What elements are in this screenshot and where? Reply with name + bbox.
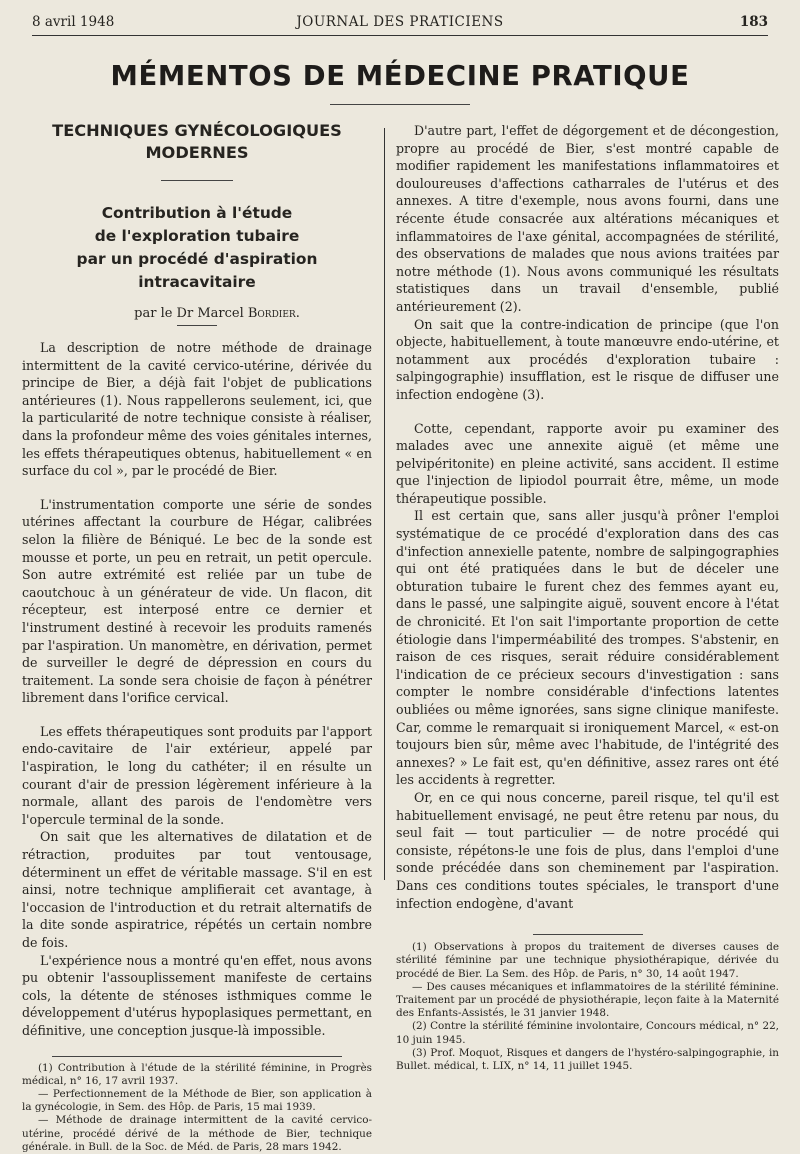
footnote-rule (533, 934, 643, 935)
paragraph: L'expérience nous a montré qu'en effet, nous avons pu obtenir l'assouplissement manifeste de certains cols, la détente de sténoses isthmiques comme le développement d'utérus hypoplasiques permettant, en définitive, une conception jusque-là impossible. (22, 952, 372, 1038)
main-title: MÉMENTOS DE MÉDECINE PRATIQUE (110, 60, 690, 92)
paragraph: La description de notre méthode de drainage intermittent de la cavité cervico-utérine, dérivée du principe de Bier, a déjà fait l'objet de publications antérieures (1). Nous rappellerons seulement, ici, que la particularité de notre technique consiste à réaliser, dans la profondeur même des voies génitales internes, les effets thérapeutiques obtenus, habituellement « en surface du col », par le procédé de Bier. (22, 340, 372, 479)
paragraph: Les effets thérapeutiques sont produits par l'apport endo-cavitaire de l'air extérieur, appelé par l'aspiration, le long du cathéter; il en résulte un courant d'air de pression légèrement inférieure à la normale, allant des parois de l'endomètre vers l'opercule terminal de la sonde. (22, 723, 372, 827)
left-column (22, 120, 372, 1154)
right-footnotes (396, 941, 779, 1073)
right-column (396, 122, 779, 1073)
byline-rule (177, 325, 217, 326)
section-title (22, 120, 372, 164)
right-body (396, 122, 779, 912)
byline (62, 306, 372, 321)
article-title-line: de l'exploration tubaire (94, 227, 300, 245)
footnote: (1) Observations à propos du traitement de diverses causes de stérilité féminine par une technique physiothérapique, dérivée du procédé de Bier. La Sem. des Hôp. de Paris, n° 30, 14 août 1947. (396, 941, 779, 980)
title-rule (330, 104, 470, 105)
paragraph: On sait que les alternatives de dilatation et de rétraction, produites par tout ventousage, déterminent un effet de véritable massage. S'il en est ainsi, notre technique amplifierait cet avantage, à l'occasion de l'introduction et du retrait alternatifs de la dite sonde aspiratrice, répétés un certain nombre de fois. (22, 829, 372, 950)
running-head (32, 14, 768, 34)
footnote: — Perfectionnement de la Méthode de Bier, son application à la gynécologie, in Sem. des Hôp. de Paris, 15 mai 1939. (22, 1087, 372, 1114)
column-divider (384, 128, 385, 880)
paragraph: Cotte, cependant, rapporte avoir pu examiner des malades avec une annexite aiguë (et même une pelvipéritonite) en pleine activité, sans accident. Il estime que l'injection de lipiodol pourrait être, même, un mode thérapeutique possible. (396, 420, 779, 506)
footnote: (2) Contre la stérilité féminine involontaire, Concours médical, n° 22, 10 juin 1945. (396, 1020, 779, 1046)
header-journal-name: JOURNAL DES PRATICIENS (296, 14, 504, 30)
left-footnotes (22, 1062, 372, 1154)
paragraph: On sait que la contre-indication de principe (que l'on objecte, habituellement, à toute manœuvre endo-utérine, et notamment aux procédés d'exploration tubaire : salpingographie) insufflation, est le risque de diffuser une infection endogène (3). (396, 316, 779, 402)
footnote-rule (52, 1056, 342, 1057)
article-title-line: par un procédé d'aspiration intracavitaire (76, 250, 318, 291)
footnote: (3) Prof. Moquot, Risques et dangers de l'hystéro-salpingographie, in Bullet. médical, t. LIX, n° 14, 11 juillet 1945. (396, 1046, 779, 1072)
header-rule (32, 35, 768, 36)
section-rule (161, 180, 233, 181)
section-title-line: TECHNIQUES GYNÉCOLOGIQUES (52, 121, 342, 140)
section-title-line: MODERNES (145, 143, 249, 162)
author-name: Bordier. (247, 306, 300, 321)
paragraph: L'instrumentation comporte une série de sondes utérines affectant la courbure de Hégar, calibrées selon la filière de Béniqué. Le bec de la sonde est mousse et porte, un peu en retrait, un petit opercule. Son autre extrémité est reliée par un tube de caoutchouc à un générateur de vide. Un flacon, dit récepteur, est interposé entre ce dernier et l'instrument destiné à recevoir les produits ramenés par l'aspiration. Un manomètre, en dérivation, permet de surveiller le degré de dépression en cours du traitement. La sonde sera choisie de façon à pénétrer librement dans l'orifice cervical. (22, 496, 372, 706)
footnote: (1) Contribution à l'étude de la stérilité féminine, in Progrès médical, n° 16, 17 avril 1937. (22, 1061, 372, 1087)
footnote: — Méthode de drainage intermittent de la cavité cervico-utérine, procédé dérivé de la méthode de Bier, technique générale. in Bull. de la Soc. de Méd. de Paris, 28 mars 1942. (22, 1114, 372, 1153)
byline-prefix: par le Dr Marcel (134, 306, 248, 321)
article-title-line: Contribution à l'étude (101, 204, 293, 222)
paragraph: D'autre part, l'effet de dégorgement et de décongestion, propre au procédé de Bier, s'est montré capable de modifier rapidement les manifestations inflammatoires et douloureuses d'affections catharrales de l'utérus et des annexes. A titre d'exemple, nous avons fourni, dans une récente étude consacrée aux altérations mécaniques et inflammatoires de l'axe génital, accompagnées de stérilité, des observations de malades que nous avions traitées par notre méthode (1). Nous avons communiqué les résultats statistiques dans un travail d'ensemble, publié antérieurement (2). (396, 123, 779, 314)
footnote: — Des causes mécaniques et inflammatoires de la stérilité féminine. Traitement par un procédé de physiothérapie, leçon faite à la Maternité des Enfants-Assistés, le 31 janvier 1948. (396, 980, 779, 1020)
article-title (22, 202, 372, 294)
left-body (22, 339, 372, 1040)
paragraph: Il est certain que, sans aller jusqu'à prôner l'emploi systématique de ce procédé d'exploration dans des cas d'infection annexielle patente, nombre de salpingographies qui ont été pratiquées dans le but de déceler une obturation tubaire le furent chez des femmes ayant eu, dans le passé, une salpingite aiguë, souvent encore à l'état de chronicité. Et l'on sait l'importante proportion de cette étiologie dans l'imperméabilité des trompes. S'abstenir, en raison de ces risques, serait réduire considérablement l'indication de ce précieux secours d'investigation : sans compter le nombre considérable d'infections latentes oubliées ou même ignorées, sans signe clinique manifeste. Car, comme le remarquait si ironiquement Marcel, « est-on toujours bien sûr, même avec l'habitude, de l'intégrité des annexes? » Le fait est, qu'en définitive, assez rares ont été les accidents à regretter. (396, 508, 779, 788)
header-date: 8 avril 1948 (32, 14, 115, 30)
header-page-number: 183 (739, 14, 768, 30)
paragraph: Or, en ce qui nous concerne, pareil risque, tel qu'il est habituellement envisagé, ne peut être retenu par nous, du seul fait — tout particulier — de notre procédé qui consiste, répétons-le une fois de plus, dans l'emploi d'une sonde précédée dans son cheminement par l'aspiration. Dans ces conditions toutes spéciales, le transport d'une infection endogène, d'avant (396, 789, 779, 911)
